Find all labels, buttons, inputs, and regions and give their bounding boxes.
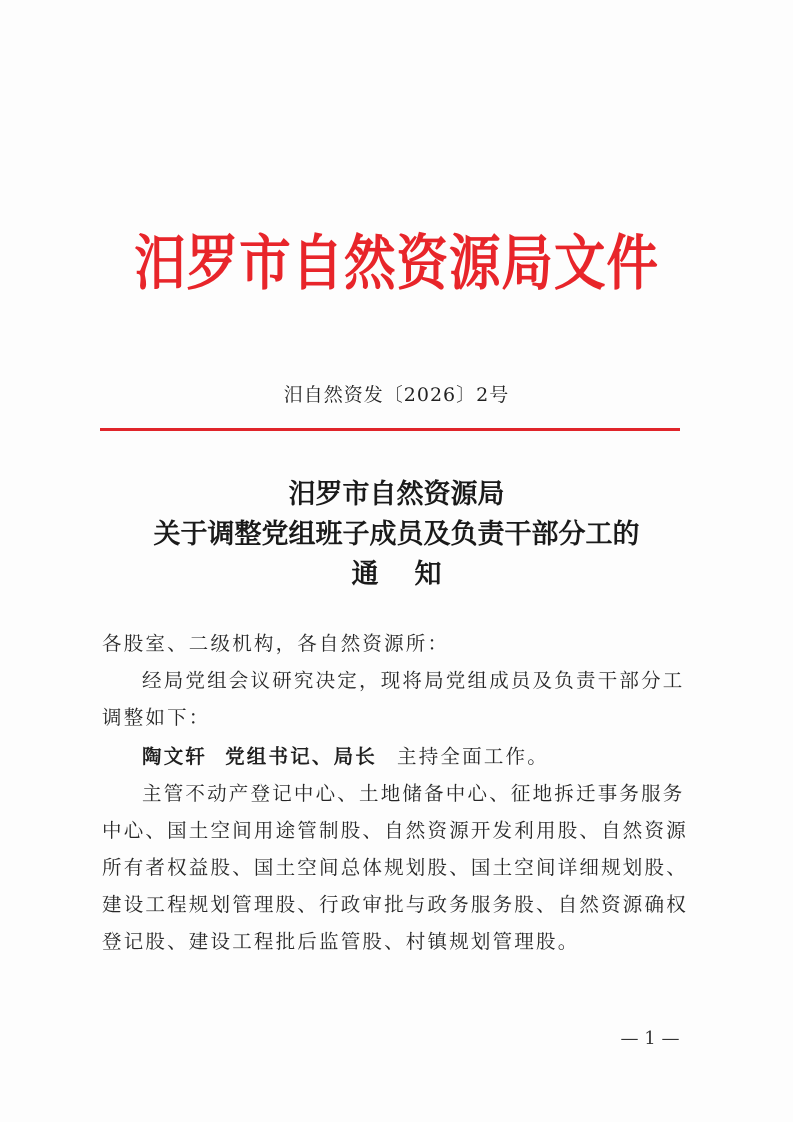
person-position: 党组书记、局长 bbox=[225, 745, 378, 768]
responsibilities-paragraph: 主管不动产登记中心、土地储备中心、征地拆迁事务服务中心、国土空间用途管制股、自然资源开发利用股、自然资源所有者权益股、国土空间总体规划股、国土空间详细规划股、建设工程规划管理股、行政审批与政务服务股、自然资源确权登记股、建设工程批后监管股、村镇规划管理股。 bbox=[102, 782, 688, 953]
intro-paragraph: 经局党组会议研究决定，现将局党组成员及负责干部分工调整如下： bbox=[102, 669, 685, 729]
page-number: — 1 — bbox=[620, 1028, 680, 1049]
document-masthead: 汨罗市自然资源局文件 bbox=[134, 229, 659, 299]
person-duty: 主持全面工作。 bbox=[397, 745, 549, 768]
document-number: 汨自然资发〔2026〕2号 bbox=[283, 384, 510, 406]
title-line-3: 通知 bbox=[351, 559, 478, 590]
title-line-1: 汨罗市自然资源局 bbox=[288, 479, 505, 510]
person-name: 陶文轩 bbox=[142, 745, 208, 768]
assignment-line bbox=[102, 738, 692, 775]
title-line-2: 关于调整党组班子成员及负责干部分工的 bbox=[153, 519, 640, 550]
red-separator-line bbox=[100, 428, 680, 431]
document-body bbox=[102, 625, 692, 960]
document-title bbox=[0, 475, 793, 595]
salutation: 各股室、二级机构，各自然资源所： bbox=[102, 632, 450, 655]
